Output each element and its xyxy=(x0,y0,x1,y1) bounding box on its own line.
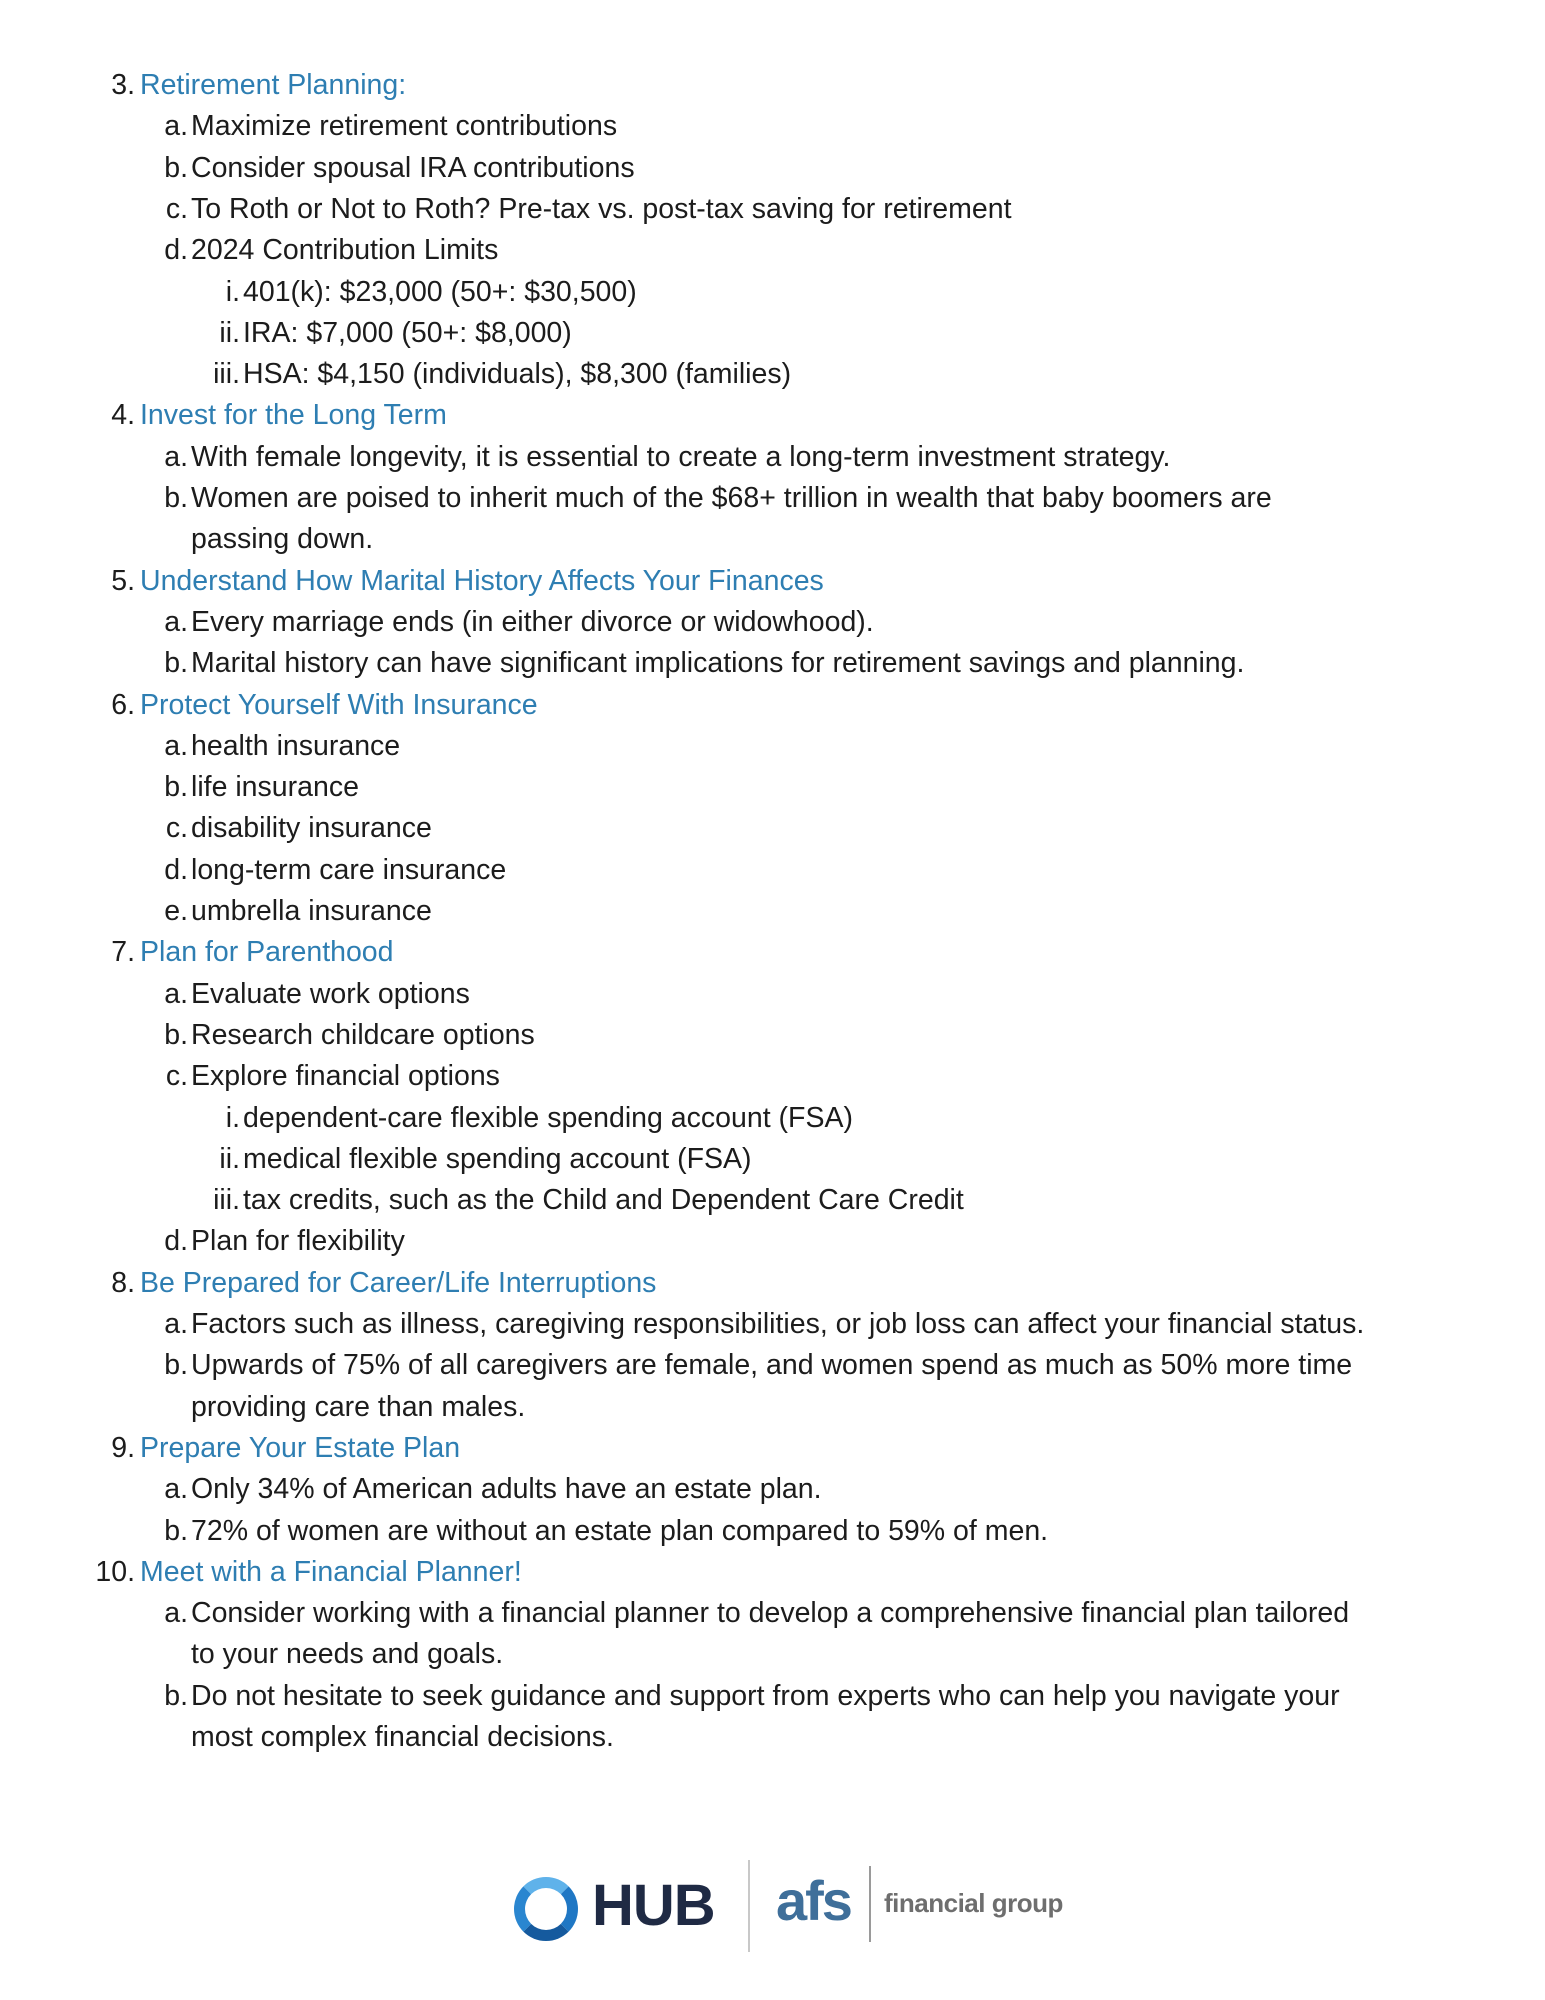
list-marker: a. xyxy=(164,440,188,473)
section-heading: Prepare Your Estate Plan xyxy=(140,1431,461,1464)
list-marker: b. xyxy=(164,1018,188,1051)
list-marker: 7. xyxy=(111,936,135,969)
list-item-text: 401(k): $23,000 (50+: $30,500) xyxy=(243,275,637,308)
list-item-text: Every marriage ends (in either divorce or widowhood). xyxy=(191,605,874,638)
list-item-text: life insurance xyxy=(191,771,359,804)
list-marker: a. xyxy=(164,977,188,1010)
list-item-text: Women are poised to inherit much of the $68+ trillion in wealth that baby boomers are xyxy=(191,482,1272,514)
list-item-text: Maximize retirement contributions xyxy=(191,110,618,143)
hub-logo: HUB xyxy=(592,1873,715,1938)
afs-divider xyxy=(869,1866,871,1942)
afs-tagline: financial group xyxy=(884,1888,1063,1918)
list-item-continuation: passing down. xyxy=(191,523,374,556)
list-marker: 8. xyxy=(111,1266,135,1299)
list-item-text: umbrella insurance xyxy=(191,895,432,927)
list-item-text: long-term care insurance xyxy=(191,853,507,886)
list-marker: b. xyxy=(164,1349,188,1382)
list-marker: b. xyxy=(164,647,188,680)
list-item-text: Only 34% of American adults have an estate plan. xyxy=(191,1473,822,1506)
list-marker: b. xyxy=(164,482,188,514)
list-item-continuation: providing care than males. xyxy=(191,1390,526,1423)
list-item-text: Marital history can have significant implications for retirement savings and planning. xyxy=(191,647,1245,680)
list-marker: c. xyxy=(165,1060,188,1093)
list-marker: 3. xyxy=(111,69,135,101)
list-item-text: Consider spousal IRA contributions xyxy=(191,151,635,184)
list-marker: d. xyxy=(164,853,188,886)
list-marker: c. xyxy=(165,812,188,845)
list-marker: c. xyxy=(165,192,188,225)
list-marker: d. xyxy=(164,1225,188,1258)
list-item-text: tax credits, such as the Child and Dependent Care Credit xyxy=(243,1184,964,1217)
list-item-text: To Roth or Not to Roth? Pre-tax vs. post-tax saving for retirement xyxy=(191,192,1012,225)
list-marker: ii. xyxy=(219,1142,240,1175)
section-heading: Retirement Planning: xyxy=(140,69,407,101)
list-item-text: With female longevity, it is essential to create a long-term investment strategy. xyxy=(191,440,1171,473)
list-marker: iii. xyxy=(213,358,240,391)
list-marker: a. xyxy=(164,729,188,762)
list-marker: 4. xyxy=(111,399,135,432)
list-item-text: Explore financial options xyxy=(191,1060,500,1093)
list-item-text: 72% of women are without an estate plan compared to 59% of men. xyxy=(191,1514,1049,1547)
list-item-text: Plan for flexibility xyxy=(191,1225,405,1258)
list-marker: d. xyxy=(164,234,188,267)
list-marker: 5. xyxy=(111,564,135,597)
list-item-text: Upwards of 75% of all caregivers are female, and women spend as much as 50% more time xyxy=(191,1349,1353,1382)
list-item-text: health insurance xyxy=(191,729,401,762)
section-heading: Meet with a Financial Planner! xyxy=(140,1555,522,1588)
footer-logos xyxy=(0,1850,1545,1970)
section-heading: Plan for Parenthood xyxy=(140,936,394,969)
list-item-text: Consider working with a financial planner to develop a comprehensive financial plan tailored xyxy=(191,1597,1350,1630)
list-item-continuation: to your needs and goals. xyxy=(191,1638,504,1671)
list-item-text: HSA: $4,150 (individuals), $8,300 (families) xyxy=(243,358,792,391)
list-marker: a. xyxy=(164,605,188,638)
list-item-text: Research childcare options xyxy=(191,1018,535,1051)
list-marker: 10. xyxy=(95,1555,135,1588)
list-marker: 9. xyxy=(111,1431,135,1464)
list-marker: ii. xyxy=(219,316,240,349)
list-item-text: disability insurance xyxy=(191,812,432,845)
list-item-text: Do not hesitate to seek guidance and support from experts who can help you navigate your xyxy=(191,1679,1340,1712)
list-marker: b. xyxy=(164,151,188,184)
list-marker: iii. xyxy=(213,1184,240,1217)
section-heading: Protect Yourself With Insurance xyxy=(140,688,538,721)
list-marker: a. xyxy=(164,110,188,143)
list-item-text: 2024 Contribution Limits xyxy=(191,234,499,267)
list-marker: a. xyxy=(164,1308,188,1340)
list-marker: i. xyxy=(225,1101,240,1134)
list-marker: b. xyxy=(164,1514,188,1547)
list-item-text: Factors such as illness, caregiving responsibilities, or job loss can affect your financial status. xyxy=(191,1308,1365,1340)
list-marker: 6. xyxy=(111,688,135,721)
list-item-text: Evaluate work options xyxy=(191,977,470,1010)
list-item-continuation: most complex financial decisions. xyxy=(191,1721,614,1753)
list-marker: b. xyxy=(164,1679,188,1712)
list-item-text: medical flexible spending account (FSA) xyxy=(243,1142,752,1175)
list-item-text: IRA: $7,000 (50+: $8,000) xyxy=(243,316,572,349)
list-marker: i. xyxy=(225,275,240,308)
hub-ring-icon xyxy=(514,1877,578,1941)
section-heading: Invest for the Long Term xyxy=(140,399,447,432)
list-marker: a. xyxy=(164,1473,188,1506)
section-heading: Be Prepared for Career/Life Interruptions xyxy=(140,1266,657,1299)
list-marker: a. xyxy=(164,1597,188,1630)
afs-logo: afs xyxy=(776,1869,851,1932)
list-marker: b. xyxy=(164,771,188,804)
logo-divider xyxy=(748,1860,750,1952)
list-marker: e. xyxy=(164,895,188,927)
list-item-text: dependent-care flexible spending account (FSA) xyxy=(243,1101,853,1134)
section-heading: Understand How Marital History Affects Your Finances xyxy=(140,564,824,597)
